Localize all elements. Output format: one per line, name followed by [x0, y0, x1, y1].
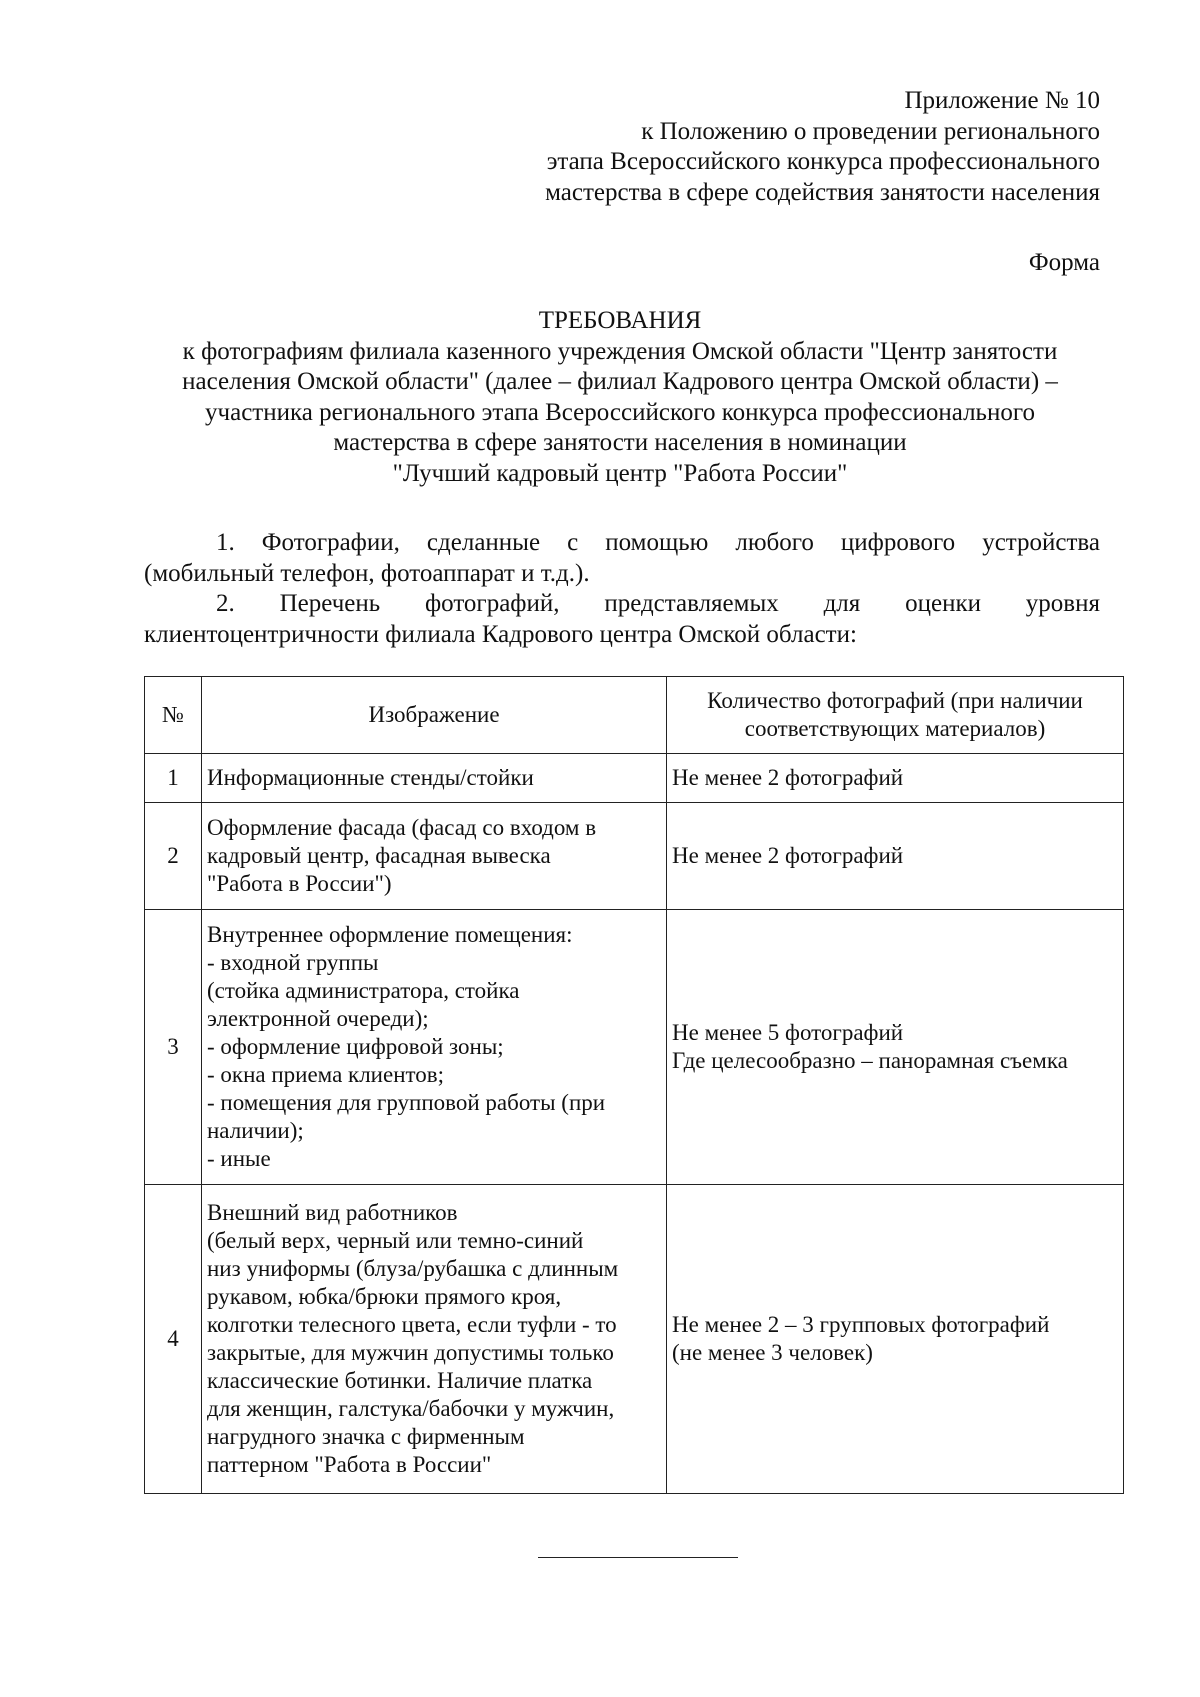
row-num: 1: [145, 754, 202, 803]
table-row: [145, 1185, 1124, 1494]
cell-line: (стойка администратора, стойка: [207, 978, 520, 1003]
cell-line: - иные: [207, 1146, 271, 1171]
cell-line: закрытые, для мужчин допустимы только: [207, 1340, 614, 1365]
header-quantity-line: соответствующих материалов): [744, 716, 1046, 741]
cell-line: Внутреннее оформление помещения:: [207, 922, 573, 947]
table-row: [145, 754, 1124, 803]
cell-line: низ униформы (блуза/рубашка с длинным: [207, 1256, 619, 1281]
row-quantity: [667, 910, 1124, 1185]
cell-line: колготки телесного цвета, если туфли - то: [207, 1312, 617, 1337]
cell-line: "Работа в России"): [207, 871, 392, 896]
cell-line: - входной группы: [207, 950, 379, 975]
end-separator-line: [538, 1557, 738, 1558]
cell-line: классические ботинки. Наличие платка: [207, 1368, 593, 1393]
appendix-line: мастерства в сфере содействия занятости населения: [545, 178, 1100, 206]
title-line: мастерства в сфере занятости населения в номинации: [333, 429, 907, 456]
row-image: [202, 1185, 667, 1494]
cell-line: - помещения для групповой работы (при: [207, 1090, 606, 1115]
cell-line: рукавом, юбка/брюки прямого кроя,: [207, 1284, 562, 1309]
title-heading: ТРЕБОВАНИЯ: [538, 307, 702, 334]
paragraph-line: клиентоцентричности филиала Кадрового центра Омской области:: [144, 620, 857, 648]
requirements-table: [144, 676, 1124, 1494]
row-num: 2: [145, 803, 202, 910]
paragraph-1: [144, 528, 1100, 589]
form-label: Форма: [1028, 249, 1100, 276]
appendix-line: этапа Всероссийского конкурса профессионального: [546, 148, 1100, 175]
cell-line: Внешний вид работников: [207, 1200, 458, 1225]
table-row: [145, 910, 1124, 1185]
cell-line: Не менее 2 – 3 групповых фотографий: [672, 1312, 1050, 1337]
cell-line: наличии);: [207, 1118, 304, 1143]
cell-line: (не менее 3 человек): [672, 1340, 873, 1365]
cell-line: паттерном "Работа в России": [207, 1452, 492, 1477]
row-image: [202, 803, 667, 910]
row-quantity: [667, 754, 1124, 803]
title-line: участника регионального этапа Всероссийского конкурса профессионального: [205, 398, 1035, 426]
header-num: №: [145, 677, 202, 754]
title-line: населения Омской области" (далее – филиал Кадрового центра Омской области) –: [182, 368, 1058, 395]
cell-line: кадровый центр, фасадная вывеска: [207, 843, 551, 868]
cell-line: Оформление фасада (фасад со входом в: [207, 815, 597, 840]
row-image: [202, 910, 667, 1185]
title-line: "Лучший кадровый центр "Работа России": [392, 459, 848, 487]
row-num: 4: [145, 1185, 202, 1494]
title-line: к фотографиям филиала казенного учреждения Омской области "Центр занятости: [182, 337, 1058, 365]
header-quantity: [667, 677, 1124, 754]
appendix-line: к Положению о проведении регионального: [641, 117, 1100, 145]
row-quantity: [667, 803, 1124, 910]
appendix-line: Приложение № 10: [904, 87, 1100, 114]
paragraph-2: [144, 589, 1100, 650]
header-image: Изображение: [202, 677, 667, 754]
row-image: [202, 754, 667, 803]
appendix-header: [545, 86, 1100, 208]
cell-line: Не менее 2 фотографий: [672, 765, 904, 790]
header-quantity-line: Количество фотографий (при наличии: [707, 688, 1083, 713]
row-num: 3: [145, 910, 202, 1185]
row-quantity: [667, 1185, 1124, 1494]
document-title: [140, 306, 1100, 489]
cell-line: Информационные стенды/стойки: [207, 765, 534, 790]
cell-line: Не менее 2 фотографий: [672, 843, 904, 868]
paragraph-line: 1. Фотографии, сделанные с помощью любого цифрового устройства: [216, 529, 1100, 556]
paragraph-line: (мобильный телефон, фотоаппарат и т.д.).: [144, 559, 590, 587]
cell-line: - окна приема клиентов;: [207, 1062, 445, 1087]
table-row: [145, 803, 1124, 910]
cell-line: (белый верх, черный или темно-синий: [207, 1228, 584, 1253]
cell-line: - оформление цифровой зоны;: [207, 1034, 504, 1059]
table-header-row: [145, 677, 1124, 754]
cell-line: электронной очереди);: [207, 1006, 429, 1031]
cell-line: для женщин, галстука/бабочки у мужчин,: [207, 1396, 615, 1421]
cell-line: Не менее 5 фотографий: [672, 1020, 904, 1045]
paragraph-line: 2. Перечень фотографий, представляемых для оценки уровня: [216, 590, 1100, 617]
cell-line: нагрудного значка с фирменным: [207, 1424, 525, 1449]
cell-line: Где целесообразно – панорамная съемка: [672, 1048, 1068, 1073]
